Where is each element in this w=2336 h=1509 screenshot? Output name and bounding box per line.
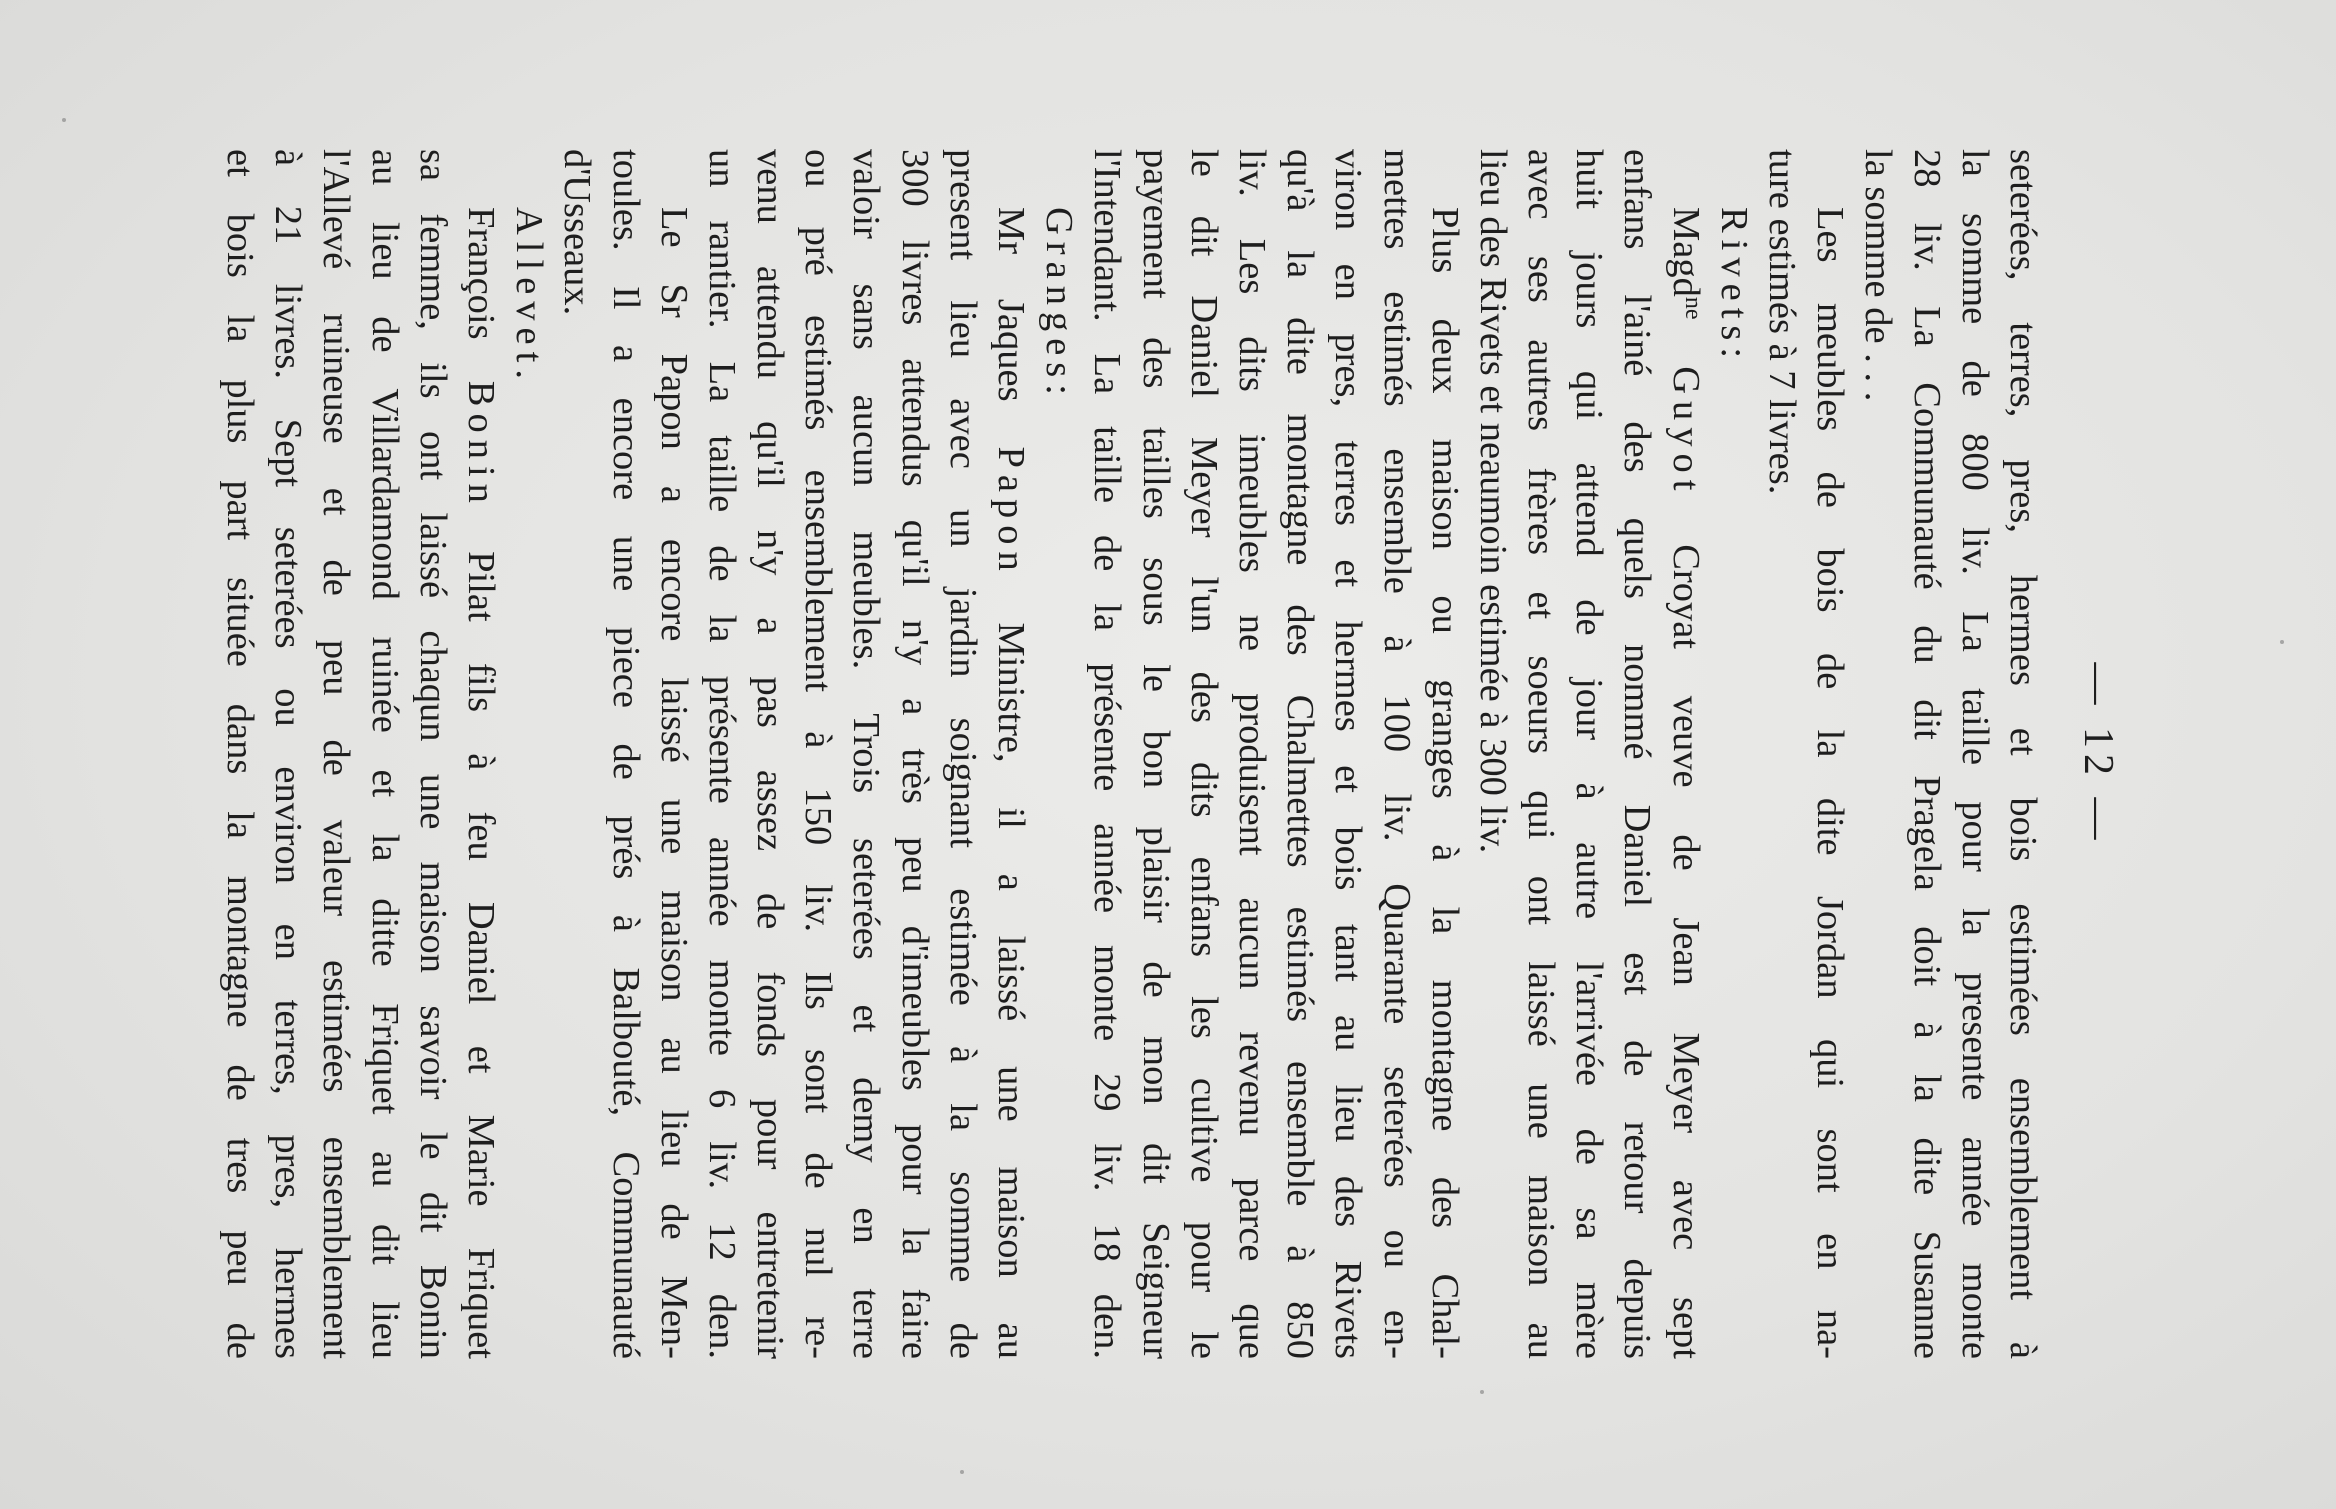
text-line: la somme de . . . (1857, 149, 1900, 402)
text-line: payement des tailles sous le bon plaisir de mon dit Seigneur (1134, 149, 1177, 1359)
text-line: et bois la plus part située dans la montagne de tres peu de (219, 149, 262, 1359)
text-line: 300 livres attendus qu'il n'y a très peu d'imeubles pour la faire (893, 149, 936, 1359)
text-line: seterées, terres, pres, hermes et bois estimées ensemblement à (2002, 149, 2044, 1359)
section-heading: Allevet. (508, 207, 551, 386)
text-line: à 21 livres. Sept seterées ou environ en terres, pres, hermes (267, 149, 310, 1359)
text-line: Les meubles de bois de la dite Jordan qui sont en na- (1809, 207, 1852, 1359)
text-line: Le Sr Papon a encore laissé une maison au lieu de Men- (652, 207, 695, 1359)
text-line: la somme de 800 liv. La taille pour la presente année monte (1953, 149, 1996, 1359)
text-line: venu attendu qu'il n'y a pas assez de fonds pour entretenir (749, 149, 792, 1359)
text-line: au lieu de Villardamond ruinée et la ditte Friquet au dit lieu (363, 149, 406, 1359)
text-line: 28 liv. La Communauté du dit Pragela doit à la dite Susanne (1905, 149, 1948, 1359)
text-line: avec ses autres frères et soeurs qui ont laissé une maison au (1520, 149, 1563, 1359)
text-line: d'Usseaux. (556, 149, 599, 316)
text-line: present lieu avec un jardin soignant estimée à la somme de (941, 149, 984, 1359)
paper-speck (960, 1470, 964, 1474)
text-line: toules. Il a encore une piece de prés à Balbouté, Communauté (604, 149, 647, 1359)
paper-speck (62, 118, 66, 122)
text-line: qu'à la dite montagne des Chalmettes estimés ensemble à 850 (1279, 149, 1322, 1359)
text-line: huit jours qui attend de jour à autre l'arrivée de sa mère (1568, 149, 1611, 1359)
section-heading: Granges: (1038, 207, 1081, 402)
text-line: valoir sans aucun meubles. Trois seterées et demy en terre (845, 149, 888, 1359)
section-heading: Rivets: (1712, 207, 1755, 366)
document-body (216, 149, 2047, 1359)
text-line: mettes estimés ensemble à 100 liv. Quarante seterées ou en- (1375, 149, 1418, 1359)
text-line: Mr Jaques Papon Ministre, il a laissé une maison au (990, 207, 1033, 1359)
text-line: Magd$^{ne}$ Guyot Croyat veuve de Jean Meyer avec sept (1664, 207, 1707, 1359)
text-line: lieu des Rivets et neaumoin estimée à 300 liv. (1471, 149, 1514, 854)
text-line: liv. Les dits imeubles ne produisent aucun revenu parce que (1231, 149, 1273, 1359)
text-line: ture estimés à 7 livres. (1761, 149, 1804, 495)
text-line: le dit Daniel Meyer l'un des dits enfans les cultive pour le (1182, 149, 1225, 1359)
rotated-text-block (193, 74, 2143, 1434)
text-line: François Bonin Pilat fils à feu Daniel et Marie Friquet (460, 207, 502, 1359)
text-line: ou pré estimés ensemblement à 150 liv. Ils sont de nul re- (797, 149, 840, 1359)
text-line: sa femme, ils ont laissé chaqun une maison savoir le dit Bonin (411, 149, 454, 1359)
text-line: Plus deux maison ou granges à la montagne des Chal- (1423, 207, 1466, 1359)
paper-speck (2280, 640, 2284, 644)
text-line: enfans l'ainé des quels nommé Daniel est de retour depuis (1616, 149, 1659, 1359)
page-number: — 12 — (2075, 662, 2121, 846)
text-line: viron en pres, terres et hermes et bois tant au lieu des Rivets (1327, 149, 1370, 1359)
text-line: l'Allevé ruineuse et de peu de valeur estimées ensemblement (315, 149, 358, 1359)
text-line: un rantier. La taille de la présente année monte 6 liv. 12 den. (700, 149, 743, 1359)
text-line: l'Intendant. La taille de la présente année monte 29 liv. 18 den. (1086, 149, 1129, 1359)
